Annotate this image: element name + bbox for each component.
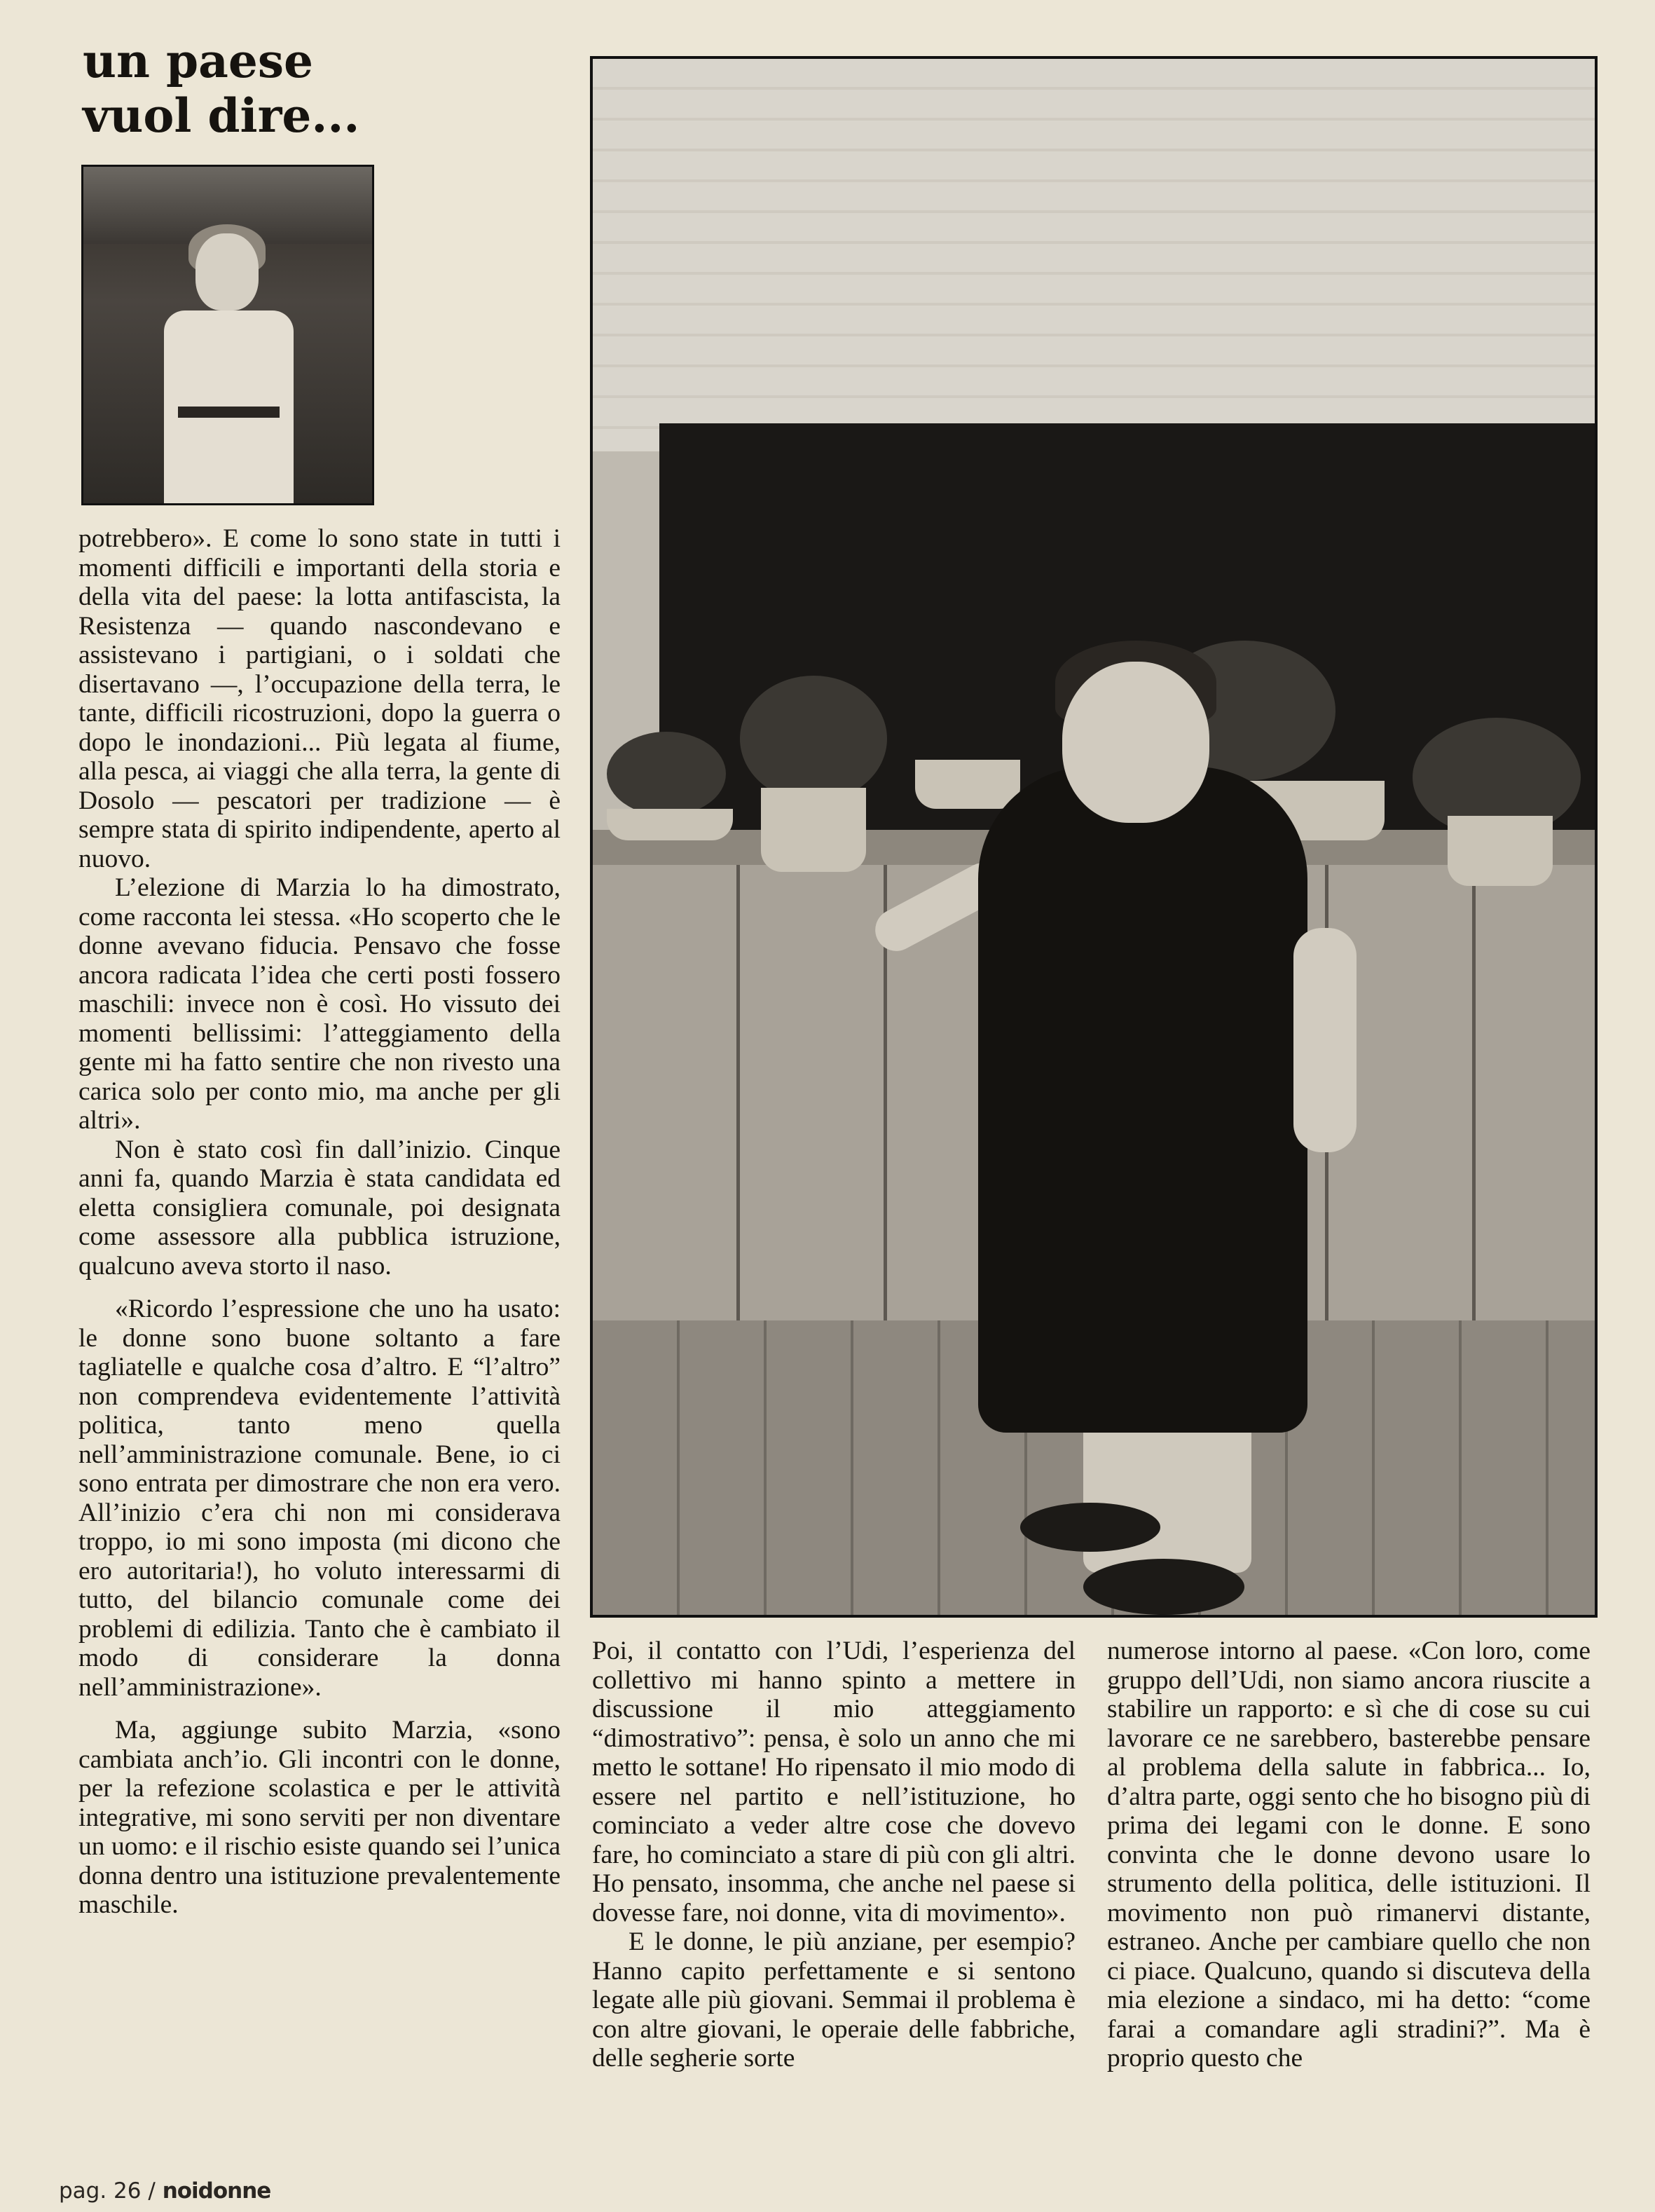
- main-photo: [590, 56, 1598, 1618]
- paragraph: Non è stato così fin dall’inizio. Cinque anni fa, quando Marzia è stata candidata ed eletta consigliera comunale, poi designata come assessore alla pubblica istruzione, qualcuno aveva storto il naso.: [78, 1135, 561, 1281]
- paragraph: «Ricordo l’espressione che uno ha usato: le donne sono buone soltanto a fare tagliatelle e qualche cosa d’altro. E “l’altro” non comprendeva evidentemente l’attività politica, tanto meno quella nell’amministrazione comunale. Bene, io ci sono entrata per dimostrare che non era vero. All’inizio c’era chi non mi considerava troppo, io mi sono imposta (mi dicono che ero autoritaria!), ho voluto interessarmi di tutto, del bilancio comunale come dei problemi di edilizia. Tanto che è cambiato il modo di considerare la donna nell’amministrazione».: [78, 1295, 561, 1702]
- article-column-3: [1107, 1637, 1591, 2073]
- footer-separator: /: [148, 2178, 156, 2204]
- headline: [83, 34, 405, 143]
- paragraph: E le donne, le più anziane, per esempio? Hanno capito perfettamente e si sentono legate alle più giovani. Semmai il problema è con altre giovani, le operaie delle fabbriche, delle segherie sorte: [592, 1927, 1076, 2073]
- paragraph: Ma, aggiunge subito Marzia, «sono cambiata anch’io. Gli incontri con le donne, per la refezione scolastica e per le attività integrative, mi sono serviti per non diventare un uomo: e il rischio esiste quando sei l’unica donna dentro una istituzione prevalentemente maschile.: [78, 1716, 561, 1919]
- article-column-1: [78, 524, 561, 1920]
- portrait-photo: [81, 165, 374, 505]
- paragraph: L’elezione di Marzia lo ha dimostrato, come racconta lei stessa. «Ho scoperto che le donne avevano fiducia. Pensavo che fosse ancora radicata l’idea che certi posti fossero maschili: invece non è così. Ho vissuto dei momenti bellissimi: l’atteggiamento della gente mi ha fatto sentire che non rivesto una carica solo per conto mio, ma anche per gli altri».: [78, 873, 561, 1135]
- page-number: pag. 26: [59, 2178, 142, 2204]
- page-footer: [59, 2178, 270, 2204]
- magazine-name: noidonne: [162, 2178, 271, 2204]
- headline-line-1: un paese: [83, 34, 314, 88]
- article-column-2: [592, 1637, 1076, 2073]
- paragraph: potrebbero». E come lo sono state in tutti i momenti difficili e importanti della storia e della vita del paese: la lotta antifascista, la Resistenza — quando nascondevano e assistevano i partigiani, o i soldati che disertavano —, l’occupazione della terra, le tante, difficili ricostruzioni, dopo la guerra o dopo le inondazioni... Più legata al fiume, alla pesca, ai viaggi che alla terra, la gente di Dosolo — pescatori per tradizione — è sempre stata di spirito indipendente, aperto al nuovo.: [78, 524, 561, 873]
- paragraph: Poi, il contatto con l’Udi, l’esperienza del collettivo mi hanno spinto a mettere in discussione il mio atteggiamento “dimostrativo”: pensa, è solo un anno che mi metto le sottane! Ho ripensato il mio modo di essere nel partito e nell’istituzione, ho cominciato a veder altre cose che dovevo fare, ho cominciato a stare di più con gli altri. Ho pensato, insomma, che anche nel paese si dovesse fare, noi donne, vita di movimento».: [592, 1637, 1076, 1927]
- headline-line-2: vuol dire...: [83, 88, 360, 143]
- paragraph: numerose intorno al paese. «Con loro, come gruppo dell’Udi, non siamo ancora riuscite a stabilire un rapporto: e sì che di cose su cui lavorare ce ne sarebbero, basterebbe pensare al problema della salute in fabbrica... Io, d’altra parte, oggi sento che ho bisogno più di prima dei legami con le donne. E sono convinta che le donne devono usare lo strumento della politica, delle istituzioni. Il movimento non può rimanervi distante, estraneo. Anche per cambiare quello che non ci piace. Qualcuno, quando si discuteva della mia elezione a sindaco, mi ha detto: “come farai a comandare agli stradini?”. Ma è proprio questo che: [1107, 1637, 1591, 2073]
